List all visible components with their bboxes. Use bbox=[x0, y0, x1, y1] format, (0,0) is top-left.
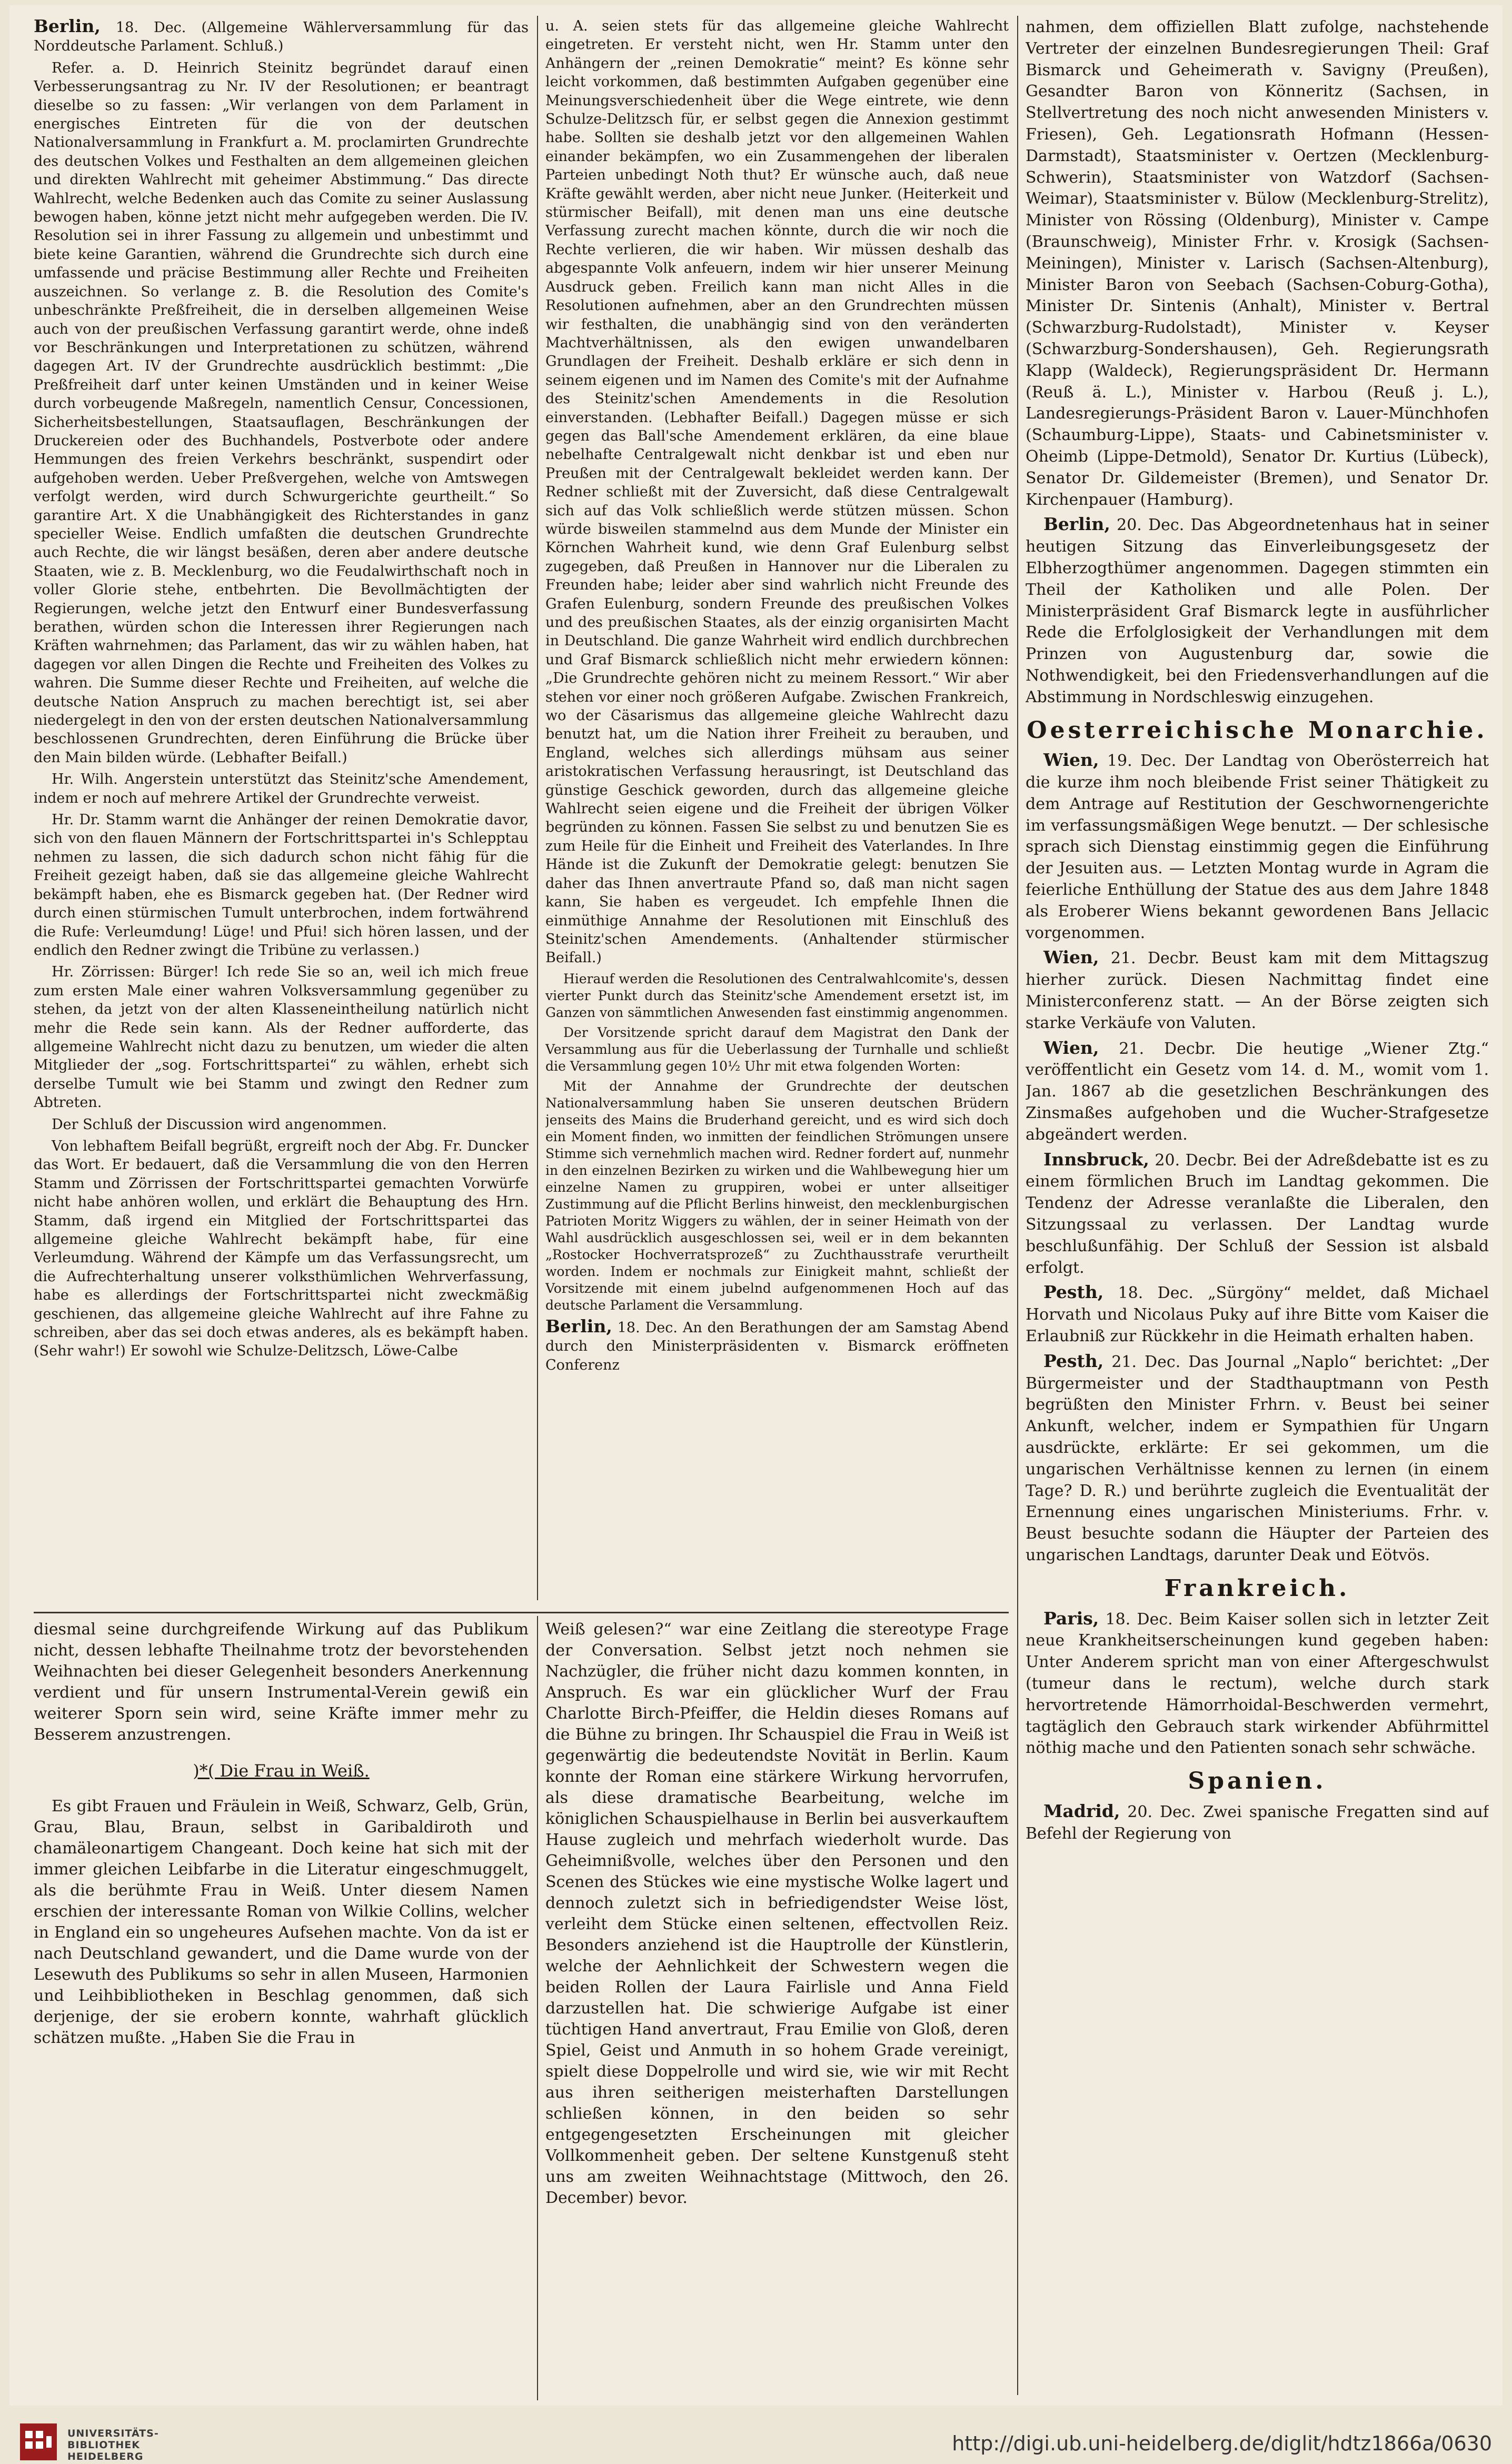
column-divider bbox=[1017, 16, 1018, 2395]
paragraph: Hr. Zörrissen: Bürger! Ich rede Sie so an, weil ich mich freue zum ersten Male einer wahren Volksversammlung gegenüber zu stehen, da jetzt von der alten Klasseneintheilung natürlich nicht mehr die Rede sein kann. Als der Redner aufforderte, das allgemeine Wahlrecht nicht dazu zu benutzen, um wieder die alten Mitglieder der „sog. Fortschrittspartei“ zu wählen, erhebt sich derselbe Tumult wie bei Stamm und zwingt den Redner zum Abtreten. bbox=[34, 964, 529, 1111]
paragraph: Der Vorsitzende spricht darauf dem Magistrat den Dank der Versammlung aus für die Ueberlassung der Turnhalle und schließt die Versammlung gegen 10½ Uhr mit etwa folgenden Worten: bbox=[545, 1024, 1009, 1074]
article-madrid: Madrid, 20. Dec. Zwei spanische Fregatten sind auf Befehl der Regierung von bbox=[1026, 1800, 1489, 1843]
newspaper-page bbox=[9, 5, 1503, 2406]
article-innsbruck: Innsbruck, 20. Decbr. Bei der Adreßdebatte ist es zu einem förmlichen Bruch im Landtag gekommen. Die Tendenz der Adresse veranlaßte die Liberalen, den Sitzungssaal zu verlassen. Der Landtag wurde beschlußunfähig. Der Schluß der Session ist alsbald erfolgt. bbox=[1026, 1149, 1489, 1277]
paragraph: Refer. a. D. Heinrich Steinitz begründet darauf einen Verbesserungsantrag zu Nr. IV der Resolutionen; er beantragt dieselbe so zu fassen: „Wir verlangen von dem Parlament in energisches Eintreten für die von der deutschen Nationalversammlung in Frankfurt a. M. proclamirten Grundrechte des deutschen Volkes und Festhalten an dem allgemeinen gleichen und direkten Wahlrecht mit geheimer Abstimmung.“ Das directe Wahlrecht, welche Bedenken auch das Comite zu seiner Auslassung bewogen haben, könne jetzt nicht mehr aufgegeben werden. Die IV. Resolution sei in ihrer Fassung zu allgemein und unbestimmt und biete keine Garantien, während die Grundrechte sich durch eine umfassende und präcise Bestimmung aller Rechte und Freiheiten auszeichnen. So verlange z. B. die Resolution des Comite's unbeschränkte Preßfreiheit, die in derselben allgemeinen Weise auch von der preußischen Verfassung garantirt werde, ohne indeß vor Beschränkungen und Interpretationen zu schützen, während dagegen Art. IV der Grundrechte ausdrücklich bestimmt: „Die Preßfreiheit darf unter keinen Umständen und in keiner Weise durch vorbeugende Maßregeln, namentlich Censur, Concessionen, Sicherheitsbestellungen, Staatsauflagen, Beschränkungen der Druckereien oder des Buchhandels, Postverbote oder andere Hemmungen des freien Verkehrs beschränkt, suspendirt oder aufgehoben werden. Ueber Preßvergehen, welche von Amtswegen verfolgt werden, wird durch Schwurgerichte geurtheilt.“ So garantire Art. X die Unabhängigkeit des Richterstandes in ganz specieller Weise. Endlich umfaßten die deutschen Grundrechte auch Rechte, die wir längst besäßen, deren aber andere deutsche Staaten, wie z. B. Mecklenburg, wo die Feudalwirthschaft noch in voller Glorie stehe, entbehrten. Die Bevollmächtigten der Regierungen, welche jetzt den Entwurf einer Bundesverfassung berathen, würden schon die Interessen ihrer Regierungen nach Kräften wahrnehmen; das Parlament, das wir zu wählen haben, hat dagegen vor allen Dingen die Rechte und Freiheiten des Volkes zu wahren. Die Summe dieser Rechte und Freiheiten, auf welche die deutsche Nation Anspruch zu machen berechtigt ist, sei aber niedergelegt in den von der ersten deutschen Nationalversammlung beschlossenen Grundrechten, deren Einführung die Brücke über den Main bilden würde. (Lebhafter Beifall.) bbox=[34, 59, 529, 766]
article-paris: Paris, 18. Dec. Beim Kaiser sollen sich in letzter Zeit neue Krankheitserscheinungen kund gegeben haben: Unter Anderem spricht man von einer Aftergeschwulst (tumeur dans le rectum), welche durch stark hervortretende Hämorrhoidal-Beschwerden vermehrt, tagtäglich den Gebrauch stark wirkender Abführmittel nöthig mache und den Patienten sonach sehr schwäche. bbox=[1026, 1608, 1489, 1758]
source-url[interactable]: http://digi.ub.uni-heidelberg.de/diglit/hdtz1866a/0630 bbox=[952, 2432, 1492, 2455]
feuilleton-separator bbox=[34, 1612, 1009, 1613]
column-2 bbox=[545, 17, 1009, 1607]
paragraph: Hr. Dr. Stamm warnt die Anhänger der reinen Demokratie davor, sich von den flauen Männern der Fortschrittspartei in's Schlepptau nehmen zu lassen, die sich dadurch schon nicht fähig für die Freiheit gezeigt haben, daß sie das allgemeine gleiche Wahlrecht bekämpft haben, ehe es Bismarck gegeben hat. (Der Redner wird durch einen stürmischen Tumult unterbrochen, indem fortwährend die Rufe: Verleumdung! Lüge! und Pfui! sich hören lassen, und der endlich den Redner zwingt die Tribüne zu verlassen.) bbox=[34, 812, 529, 959]
paragraph: Von lebhaftem Beifall begrüßt, ergreift noch der Abg. Fr. Duncker das Wort. Er bedauert, daß die Versammlung die von den Herren Stamm und Zörrissen der Fortschrittspartei gemachten Vorwürfe nicht habe anhören wollen, und erklärt die Behauptung des Hrn. Stamm, daß irgend ein Mitglied der Fortschrittspartei das allgemeine gleiche Wahlrecht bekämpft habe, für eine Verleumdung. Während der Kämpfe um das Verfassungsrecht, um die Aufrechterhaltung unserer volksthümlichen Wehrverfassung, habe es allerdings der Fortschrittspartei nicht zweckmäßig geschienen, das allgemeine gleiche Wahlrecht auf ihre Fahne zu schreiben, aber das sei doch etwas anderes, als es bekämpft haben. (Sehr wahr!) Er sowohl wie Schulze-Delitzsch, Löwe-Calbe bbox=[34, 1138, 529, 1360]
feuilleton-title: )*( Die Frau in Weiß. bbox=[193, 1761, 370, 1781]
feuilleton-left bbox=[34, 1619, 529, 2398]
paragraph: Mit der Annahme der Grundrechte der deutschen Nationalversammlung haben Sie unseren deutschen Brüdern jenseits des Mains die Bruderhand gereicht, und es wird sich doch ein Moment finden, wo inmitten der feindlichen Strömungen unsere Stimme sich vernehmlich machen wird. Redner fordert auf, nunmehr in den einzelnen Bezirken zu wirken und die Wahlbewegung hier um einzelne Namen zu gruppiren, wobei er unter allseitiger Zustimmung auf die Pflicht Berlins hinweist, den mecklenburgischen Patrioten Moritz Wiggers zu wählen, der in seiner Heimath von der Wahl ausdrücklich ausgeschlossen sei, weil er in dem bekannten „Rostocker Hochverratsprozeß“ zu Zuchthausstrafe verurtheilt worden. Indem er nochmals zur Einigkeit mahnt, schließt der Vorsitzende mit einem jubelnd aufgenommenen Hoch auf das deutsche Parlament die Versammlung. bbox=[545, 1078, 1009, 1313]
feuilleton-right bbox=[545, 1619, 1009, 2398]
column-1 bbox=[34, 17, 529, 1607]
paragraph: nahmen, dem offiziellen Blatt zufolge, nachstehende Vertreter der einzelnen Bundesregierungen Theil: Graf Bismarck und Geheimerath v. Savigny (Preußen), Gesandter Baron von Könneritz (Sachsen, in Stellvertretung des noch nicht anwesenden Ministers v. Friesen), Geh. Legationsrath Hofmann (Hessen-Darmstadt), Staatsminister v. Oertzen (Mecklenburg-Schwerin), Staatsminister von Watzdorf (Sachsen-Weimar), Staatsminister v. Bülow (Mecklenburg-Strelitz), Minister von Rössing (Oldenburg), Minister v. Campe (Braunschweig), Minister Frhr. v. Krosigk (Sachsen-Meiningen), Minister v. Larisch (Sachsen-Altenburg), Minister Baron von Seebach (Sachsen-Coburg-Gotha), Minister Dr. Sintenis (Anhalt), Minister v. Bertral (Schwarzburg-Rudolstadt), Minister v. Keyser (Schwarzburg-Sondershausen), Geh. Regierungsrath Klapp (Waldeck), Regierungspräsident Dr. Hermann (Reuß ä. L.), Minister v. Harbou (Reuß j. L.), Landesregierungs-Präsident Baron v. Lauer-Münchhofen (Schaumburg-Lippe), Staats- und Cabinetsminister v. Oheimb (Lippe-Detmold), Senator Dr. Kurtius (Lübeck), Senator Dr. Gildemeister (Bremen), und Senator Dr. Kirchenpauer (Hamburg). bbox=[1026, 18, 1489, 509]
paragraph: Der Schluß der Discussion wird angenommen. bbox=[52, 1116, 387, 1133]
dateline: Berlin, bbox=[34, 17, 101, 36]
column-divider bbox=[537, 16, 538, 1600]
section-heading-france: Frankreich. bbox=[1164, 1574, 1350, 1602]
article-berlin-conference: Berlin, 18. Dec. An den Berathungen der am Samstag Abend durch den Ministerpräsidenten v. Bismarck eröffneten Conferenz bbox=[545, 1315, 1009, 1373]
article-pesth-18: Pesth, 18. Dec. „Sürgöny“ meldet, daß Michael Horvath und Nicolaus Puky auf ihre Bitte vom Kaiser die Erlaubniß zur Rückkehr in die Heimath erhalten haben. bbox=[1026, 1282, 1489, 1346]
column-3 bbox=[1026, 17, 1489, 2396]
article-berlin-20-dec: Berlin, 20. Dec. Das Abgeordnetenhaus hat in seiner heutigen Sitzung das Einverleibungsgesetz der Elbherzogthümer angenommen. Dagegen stimmten ein Theil der Katholiken und alle Polen. Der Ministerpräsident Graf Bismarck legte in ausführlicher Rede die Erfolglosigkeit der Verhandlungen mit dem Prinzen von Augustenburg dar, sowie die Nothwendigkeit, bei den Friedensverhandlungen auf die Abstimmung in Nordschleswig einzugehen. bbox=[1026, 514, 1489, 706]
library-name: UNIVERSITÄTS- BIBLIOTHEK HEIDELBERG bbox=[67, 2428, 159, 2462]
feuilleton-column-divider bbox=[537, 1616, 538, 2400]
paragraph: Es gibt Frauen und Fräulein in Weiß, Schwarz, Gelb, Grün, Grau, Blau, Braun, selbst in Garibaldiroth und chamäleonartigem Changeant. Doch keine hat sich mit der immer gleichen Leibfarbe in die Literatur eingeschmuggelt, als die berühmte Frau in Weiß. Unter diesem Namen erschien der interessante Roman von Wilkie Collins, welcher in England ein so ungeheures Aufsehen machte. Von da ist er nach Deutschland gewandert, und die Dame wurde von der Lesewuth des Publikums so sehr in allen Museen, Harmonien und Leihbibliotheken in Beschlag genommen, daß sich derjenige, der sie erobern konnte, wahrhaft glücklich schätzen mußte. „Haben Sie die Frau in bbox=[34, 1797, 529, 2047]
article-wien-19: Wien, 19. Dec. Der Landtag von Oberösterreich hat die kurze ihm noch bleibende Frist seiner Thätigkeit zu dem Antrage auf Restitution der Geschwornengerichte im verfassungsmäßigen Wege benutzt. — Der schlesische sprach sich Dienstag einstimmig gegen die Einführung der Jesuiten aus. — Letzten Montag wurde in Agram die feierliche Enthüllung der Statue des aus dem Jahre 1848 als Eroberer Wiens bekannt gewordenen Bans Jellacic vorgenommen. bbox=[1026, 750, 1489, 942]
paragraph: diesmal seine durchgreifende Wirkung auf das Publikum nicht, dessen lebhafte Theilnahme trotz der bevorstehenden Weihnachten bei dieser Gelegenheit besonders Anerkennung verdient und für unsern Instrumental-Verein gewiß ein weiterer Sporn sein wird, seine Kräfte immer mehr zu Besserem anzustrengen. bbox=[34, 1620, 529, 1744]
section-heading-austria: Oesterreichische Monarchie. bbox=[1027, 716, 1488, 744]
paragraph: Hr. Wilh. Angerstein unterstützt das Steinitz'sche Amendement, indem er noch auf mehrere Artikel der Grundrechte verweist. bbox=[34, 771, 529, 806]
article-pesth-21: Pesth, 21. Dec. Das Journal „Naplo“ berichtet: „Der Bürgermeister und der Stadthauptmann von Pesth begrüßten den Minister Frhrn. v. Beust bei seiner Ankunft, welcher, indem er Sympathien für Ungarn ausdrückte, erklärte: Er sei gekommen, um die ungarischen Verhältnisse kennen zu lernen (in einem Tage? D. R.) und berührte zugleich die Eventualität der Ernennung eines ungarischen Ministeriums. Frhr. v. Beust besuchte sodann die Häupter der Parteien des ungarischen Landtags, darunter Deak und Eötvös. bbox=[1026, 1350, 1489, 1564]
article-berlin-18-dec-heading: Berlin, 18. Dec. (Allgemeine Wählerversammlung für das Norddeutsche Parlament. Schluß.) bbox=[34, 17, 529, 55]
article-wien-21a: Wien, 21. Decbr. Beust kam mit dem Mittagszug hierher zurück. Diesen Nachmittag findet eine Ministerconferenz statt. — An der Börse zeigten sich starke Verkäufe von Valuten. bbox=[1026, 947, 1489, 1032]
section-heading-spain: Spanien. bbox=[1188, 1768, 1327, 1795]
dateline: Berlin, bbox=[545, 1315, 612, 1336]
article-wien-21b: Wien, 21. Decbr. Die heutige „Wiener Ztg.“ veröffentlicht ein Gesetz vom 14. d. M., womit vom 1. Jan. 1867 ab die gesetzlichen Beschränkungen des Zinsmaßes aufgehoben und die Wucher-Strafgesetze abgeändert werden. bbox=[1026, 1037, 1489, 1144]
paragraph: Hierauf werden die Resolutionen des Centralwahlcomite's, dessen vierter Punkt durch das Steinitz'sche Amendement ersetzt ist, im Ganzen von sämmtlichen Anwesenden fast einstimmig angenommen. bbox=[545, 971, 1009, 1020]
paragraph: Weiß gelesen?“ war eine Zeitlang die stereotype Frage der Conversation. Selbst jetzt noch nehmen sie Nachzügler, die früher nicht dazu kommen konnten, in Anspruch. Es war ein glücklicher Wurf der Frau Charlotte Birch-Pfeiffer, die Heldin dieses Romans auf die Bühne zu bringen. Ihr Schauspiel die Frau in Weiß ist gegenwärtig die bedeutendste Novität in Berlin. Kaum konnte der Roman eine stärkere Wirkung hervorrufen, als diese dramatische Bearbeitung, welche im königlichen Schauspielhause in Berlin bei ausverkauftem Hause zugleich und mehrfach wiederholt wurde. Das Geheimnißvolle, welches über den Personen und den Scenen des Stückes wie eine mystische Wolke lagert und dennoch zuletzt sich in befriedigendster Weise löst, verleiht dem Stücke einen seltenen, effectvollen Reiz. Besonders anziehend ist die Hauptrolle der Künstlerin, welche der Aehnlichkeit der Schwestern wegen die beiden Rollen der Laura Fairlisle und Anna Field darzustellen hat. Die schwierige Aufgabe ist einer tüchtigen Hand anvertraut, Frau Emilie von Gloß, deren Spiel, Geist und Anmuth in so hohem Grade vereinigt, spielt diese Doppelrolle und wird sie, wie wir mit Recht aus ihren seitherigen meisterhaften Darstellungen schließen können, in den beiden so sehr entgegengesetzten Erscheinungen mit gleicher Vollkommenheit geben. Der seltene Kunstgenuß steht uns am zweiten Weihnachtstage (Mittwoch, den 26. December) bevor. bbox=[545, 1620, 1009, 2207]
university-library-logo-icon bbox=[20, 2423, 57, 2460]
paragraph: u. A. seien stets für das allgemeine gleiche Wahlrecht eingetreten. Er versteht nicht, wen Hr. Stamm unter den Anhängern der „reinen Demokratie“ meint? Es könne sehr leicht vorkommen, daß bestimmten Aufgaben gegenüber eine Meinungsverschiedenheit über die Wege eintrete, wie denn Schulze-Delitzsch für, er selbst gegen die Annexion gestimmt habe. Sollten sie deshalb jetzt vor den allgemeinen Wahlen einander bekämpfen, wo ein Zusammengehen der liberalen Parteien unbedingt Noth thut? Er wünsche auch, daß neue Kräfte gewählt werden, aber nicht neue Junker. (Heiterkeit und stürmischer Beifall), mit denen man uns eine deutsche Verfassung zurecht machen könnte, durch die wir noch die Rechte verlieren, die wir haben. Wir müssen deshalb das abgespannte Volk anfeuern, indem wir hier unserer Meinung Ausdruck geben. Freilich kann man nicht Alles in die Resolutionen aufnehmen, aber an den Grundrechten müssen wir festhalten, die unabhängig sind von den veränderten Machtverhältnissen, als den ewigen unwandelbaren Grundlagen der Freiheit. Deshalb erkläre er sich denn in seinem eigenen und im Namen des Comite's mit der Aufnahme des Steinitz'schen Amendements in die Resolution einverstanden. (Lebhafter Beifall.) Dagegen müsse er sich gegen das Ball'sche Amendement erklären, da eine blaue nebelhafte Centralgewalt nicht denkbar ist und eben nur Preußen mit der Centralgewalt bekleidet werden kann. Der Redner schließt mit der Zuversicht, daß diese Centralgewalt sich auf das Volk schließlich werde stützen müssen. Schon würde bisweilen stammelnd aus dem Munde der Minister ein Körnchen Wahrheit kund, wie denn Graf Eulenburg selbst zugegeben, daß Preußen in Hannover nur die Liberalen zu Freunden habe; leider aber sind wahrlich nicht Freunde des Grafen Eulenburg, sondern Freunde des preußischen Volkes und des preußischen Staates, als der einzig organisirten Macht in Deutschland. Die ganze Wahrheit wird endlich durchbrechen und Graf Bismarck schließlich nicht mehr erwiedern können: „Die Grundrechte gehören nicht zu meinem Ressort.“ Wir aber stehen vor einer noch größeren Aufgabe. Zwischen Frankreich, wo der Cäsarismus das allgemeine gleiche Wahlrecht dazu benutzt hat, um die Nation ihrer Freiheit zu berauben, und England, welches sich allerdings mühsam aus seiner aristokratischen Verfassung herausringt, ist Deutschland das günstige Geschick geworden, durch das allgemeine gleiche Wahlrecht seien eigene und die Freiheit der übrigen Völker begründen zu können. Fassen Sie selbst zu und benutzen Sie es zum Heile für die Einheit und Freiheit des Vaterlandes. In Ihre Hände ist die Zukunft der Demokratie gelegt: benutzen Sie daher das Ihnen anvertraute Pfand so, daß man nicht sagen kann, Sie haben es vergeudet. Ich empfehle Ihnen die einmüthige Annahme der Resolutionen mit Einschluß des Steinitz'schen Amendements. (Anhaltender stürmischer Beifall.) bbox=[545, 18, 1009, 966]
